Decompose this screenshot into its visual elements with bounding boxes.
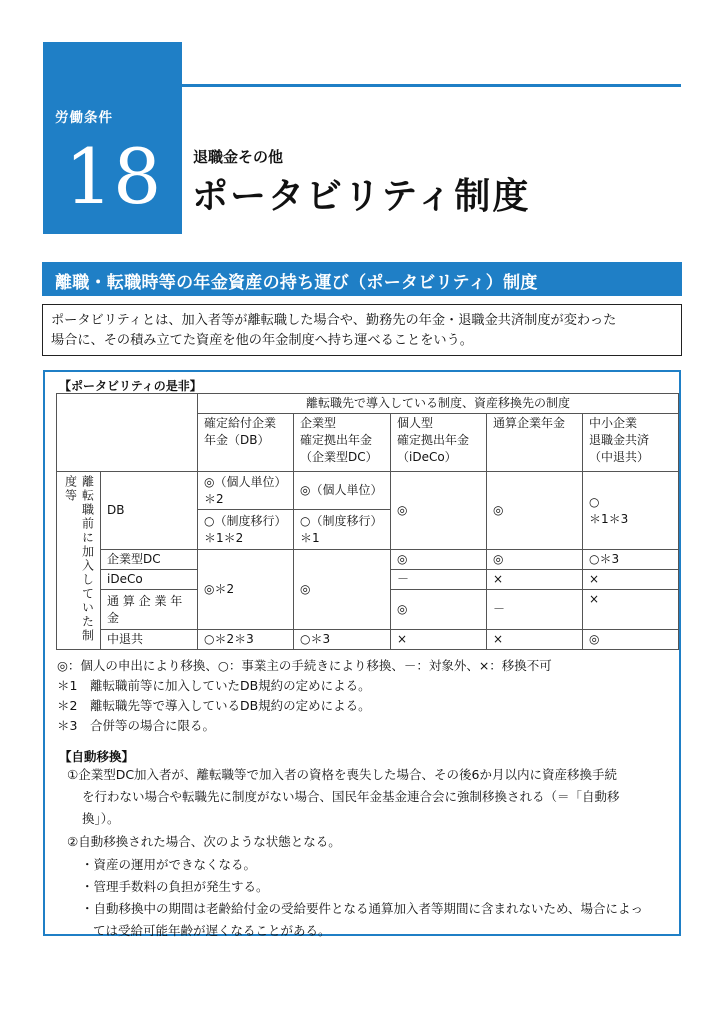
corner-cell <box>57 394 198 472</box>
cell-dc-ideco: ◎ <box>391 550 487 570</box>
legend-note: ◎：個人の申出により移換、○：事業主の手続きにより移換、－：対象外、×：移換不可 <box>57 658 552 673</box>
chapter-number: 18 <box>64 132 162 221</box>
row-label-ideco: iDeCo <box>101 570 198 590</box>
col-header-ideco: 個人型 確定拠出年金 （iDeCo） <box>391 414 487 472</box>
cell-db-tsusan: ◎ <box>487 472 583 550</box>
intro-box <box>42 304 682 356</box>
cell-chutai-chutai: ◎ <box>583 630 679 650</box>
intro-line: ポータビリティとは、加入者等が離転職した場合や、勤務先の年金・退職金共済制度が変わった <box>51 313 617 328</box>
content-panel <box>43 370 681 936</box>
col-header-dc: 企業型 確定拠出年金 （企業型DC） <box>294 414 391 472</box>
chapter-category: 労働条件 <box>55 110 113 126</box>
cell-db-dc-top: ◎（個人単位） <box>294 472 391 510</box>
cell-dc-chutai: ○＊3 <box>583 550 679 570</box>
col-header-tsusan: 通算企業年金 <box>487 414 583 472</box>
col-header-db: 確定給付企業 年金（DB） <box>198 414 294 472</box>
cell-tsusan-tsusan: － <box>487 590 583 630</box>
row-label-db: DB <box>101 472 198 550</box>
cell-ideco-tsusan: × <box>487 570 583 590</box>
cell-ideco-ideco: － <box>391 570 487 590</box>
cell-dc-tsusan: ◎ <box>487 550 583 570</box>
cell-chutai-ideco: × <box>391 630 487 650</box>
auto-transfer-para-2: ②自動移換された場合、次のような状態となる。 <box>67 834 341 849</box>
portability-label: 【ポータビリティの是非】 <box>59 379 202 393</box>
row-label-tsusan: 通 算 企 業 年 金 <box>101 590 198 630</box>
cell-merged-dc: ◎ <box>294 550 391 630</box>
cell-db-dc-bottom: ○（制度移行） ＊1 <box>294 510 391 550</box>
cell-ideco-chutai: × <box>583 570 679 590</box>
auto-transfer-bullets: ・資産の運用ができなくなる。 ・管理手数料の負担が発生する。 ・自動移換中の期間は老齢給付金の受給要件となる通算加入者等期間に含まれないため、場合によっ ては受給可能年齢が遅くなることがある。 <box>81 854 671 942</box>
row-header-vertical: 離転職前に加入していた制 度等 <box>57 472 101 650</box>
page-subtitle: 退職金その他 <box>193 148 284 166</box>
header-rule <box>182 84 681 87</box>
page-title: ポータビリティ制度 <box>192 176 531 217</box>
footnote-1: ＊1 離転職前等に加入していたDB規約の定めによる。 <box>57 678 371 693</box>
auto-transfer-heading: 【自動移換】 <box>59 749 135 764</box>
cell-db-ideco: ◎ <box>391 472 487 550</box>
cell-db-db-top: ◎（個人単位） ＊2 <box>198 472 294 510</box>
cell-db-chutai: ○ ＊1＊3 <box>583 472 679 550</box>
footnote-3: ＊3 合併等の場合に限る。 <box>57 718 215 733</box>
cell-chutai-dc: ○＊3 <box>294 630 391 650</box>
cell-db-db-bottom: ○（制度移行） ＊1＊2 <box>198 510 294 550</box>
cell-chutai-db: ○＊2＊3 <box>198 630 294 650</box>
chapter-badge <box>43 42 182 234</box>
cell-chutai-tsusan: × <box>487 630 583 650</box>
cell-merged-db: ◎＊2 <box>198 550 294 630</box>
row-label-chutai: 中退共 <box>101 630 198 650</box>
row-label-dc: 企業型DC <box>101 550 198 570</box>
bullet-item: ・資産の運用ができなくなる。 <box>81 857 257 872</box>
footnote-2: ＊2 離転職先等で導入しているDB規約の定めによる。 <box>57 698 371 713</box>
section-heading <box>42 262 682 296</box>
intro-line: 場合に、その積み立てた資産を他の年金制度へ持ち運べることをいう。 <box>51 332 473 348</box>
cell-tsusan-ideco: ◎ <box>391 590 487 630</box>
bullet-item: ・自動移換中の期間は老齢給付金の受給要件となる通算加入者等期間に含まれないため、場合によっ <box>81 901 644 916</box>
bullet-item: ・管理手数料の負担が発生する。 <box>81 879 269 894</box>
col-header-chutai: 中小企業 退職金共済 （中退共） <box>583 414 679 472</box>
dest-header: 離転職先で導入している制度、資産移換先の制度 <box>198 394 679 414</box>
cell-tsusan-chutai: × <box>583 590 679 630</box>
auto-transfer-para-1: ①企業型DC加入者が、離転職等で加入者の資格を喪失した場合、その後6か月以内に資産移換手続 を行わない場合や転職先に制度がない場合、国民年金基金連合会に強制移換される（＝「自動移 換」）。 <box>67 767 620 826</box>
section-heading-text: 離職・転職時等の年金資産の持ち運び（ポータビリティ）制度 <box>55 273 538 293</box>
portability-matrix <box>56 393 679 650</box>
